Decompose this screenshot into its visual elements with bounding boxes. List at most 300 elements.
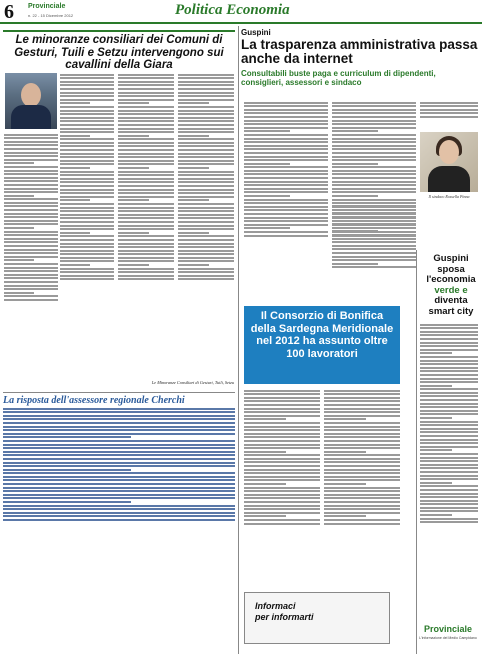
text-line — [332, 195, 378, 197]
text-line — [178, 225, 234, 227]
text-line — [118, 181, 174, 183]
text-line — [244, 109, 328, 111]
text-line — [60, 106, 114, 108]
mayor-photo — [420, 132, 478, 192]
text-line — [324, 429, 400, 431]
text-line — [420, 370, 478, 372]
text-line — [324, 397, 400, 399]
text-line — [244, 209, 328, 211]
text-line — [244, 177, 328, 179]
text-line — [118, 102, 149, 104]
text-line — [178, 203, 234, 205]
text-line — [118, 81, 174, 83]
masthead-logo: Provinciale — [28, 3, 66, 10]
text-line — [118, 131, 174, 133]
right-headline: La trasparenza amministrativa passa anche da internet — [241, 37, 478, 66]
text-line — [420, 457, 478, 459]
text-line — [4, 299, 58, 301]
text-line — [332, 120, 416, 122]
text-line — [244, 454, 320, 456]
text-line — [178, 246, 234, 248]
text-line — [244, 422, 320, 424]
text-line — [178, 217, 234, 219]
text-line — [324, 479, 400, 481]
text-line — [420, 116, 478, 118]
text-line — [324, 418, 366, 420]
text-line — [332, 177, 416, 179]
text-line — [244, 512, 320, 514]
text-line — [420, 406, 478, 408]
text-line — [118, 149, 174, 151]
text-line — [60, 167, 90, 169]
text-line — [118, 221, 174, 223]
text-line — [332, 259, 416, 261]
left-signature: Le Minoranze Consiliari di Gesturi, Tuili, Setzu — [151, 380, 234, 385]
text-line — [118, 250, 174, 252]
side-headline-line6: smart city — [428, 305, 474, 317]
text-line — [3, 433, 235, 435]
text-line — [3, 476, 235, 478]
text-line — [4, 216, 58, 218]
text-line — [420, 496, 478, 498]
text-line — [244, 408, 320, 410]
text-line — [324, 426, 400, 428]
text-line — [332, 256, 416, 258]
text-line — [4, 162, 34, 164]
text-line — [324, 476, 400, 478]
text-line — [178, 264, 209, 266]
text-line — [178, 110, 234, 112]
text-line — [420, 102, 478, 104]
text-line — [420, 109, 478, 111]
text-line — [4, 195, 34, 197]
text-line — [4, 281, 58, 283]
text-line — [332, 227, 416, 229]
text-line — [60, 214, 114, 216]
text-line — [420, 374, 478, 376]
text-line — [60, 264, 90, 266]
text-line — [178, 84, 234, 86]
text-line — [178, 207, 234, 209]
text-line — [324, 433, 400, 435]
text-line — [3, 458, 235, 460]
text-line — [178, 145, 234, 147]
text-line — [178, 120, 234, 122]
text-line — [4, 227, 34, 229]
right-body-col2b — [332, 200, 416, 300]
text-line — [244, 220, 328, 222]
text-line — [420, 338, 478, 340]
text-line — [178, 135, 209, 137]
text-line — [332, 166, 416, 168]
text-line — [420, 471, 478, 473]
text-line — [324, 469, 400, 471]
text-line — [118, 167, 149, 169]
text-line — [420, 467, 478, 469]
text-line — [60, 207, 114, 209]
text-line — [3, 501, 131, 503]
text-line — [60, 250, 114, 252]
text-line — [3, 408, 235, 410]
text-line — [118, 210, 174, 212]
text-line — [244, 188, 328, 190]
text-line — [178, 214, 234, 216]
text-line — [178, 178, 234, 180]
text-line — [118, 160, 174, 162]
photo-body — [428, 166, 470, 192]
text-line — [324, 393, 400, 395]
text-line — [178, 128, 234, 130]
text-line — [420, 442, 478, 444]
text-line — [118, 153, 174, 155]
text-line — [3, 490, 235, 492]
text-line — [118, 271, 174, 273]
text-line — [178, 74, 234, 76]
text-line — [60, 156, 114, 158]
text-line — [244, 102, 328, 104]
text-line — [118, 156, 174, 158]
text-line — [4, 144, 58, 146]
text-line — [178, 106, 234, 108]
text-line — [178, 196, 234, 198]
text-line — [60, 271, 114, 273]
text-line — [4, 234, 58, 236]
text-line — [324, 400, 400, 402]
text-line — [60, 210, 114, 212]
text-line — [244, 429, 320, 431]
text-line — [178, 271, 234, 273]
text-line — [4, 152, 58, 154]
text-line — [244, 173, 328, 175]
text-line — [332, 116, 416, 118]
text-line — [118, 178, 174, 180]
text-line — [420, 105, 478, 107]
side-body — [420, 322, 478, 618]
text-line — [420, 417, 452, 419]
text-line — [420, 363, 478, 365]
text-line — [332, 263, 378, 265]
side-headline-line3: l'economia — [426, 274, 476, 285]
text-line — [420, 395, 478, 397]
text-line — [3, 512, 235, 514]
text-line — [420, 435, 478, 437]
text-line — [244, 426, 320, 428]
text-line — [60, 138, 114, 140]
text-line — [118, 95, 174, 97]
text-line — [332, 127, 416, 129]
text-line — [4, 155, 58, 157]
text-line — [178, 92, 234, 94]
text-line — [244, 411, 320, 413]
text-line — [3, 515, 235, 517]
text-line — [60, 113, 114, 115]
text-line — [244, 515, 286, 517]
text-line — [60, 99, 114, 101]
text-line — [4, 184, 58, 186]
text-line — [4, 188, 58, 190]
text-line — [60, 135, 90, 137]
text-line — [332, 216, 416, 218]
text-line — [60, 278, 114, 280]
text-line — [60, 232, 90, 234]
text-line — [324, 472, 400, 474]
text-line — [420, 385, 452, 387]
text-line — [332, 145, 416, 147]
reply-body — [3, 406, 235, 576]
text-line — [324, 490, 400, 492]
text-line — [118, 174, 174, 176]
text-line — [118, 214, 174, 216]
text-line — [324, 411, 400, 413]
text-line — [60, 142, 114, 144]
text-line — [324, 404, 400, 406]
text-line — [244, 494, 320, 496]
text-line — [244, 523, 320, 525]
text-line — [420, 334, 478, 336]
text-line — [178, 239, 234, 241]
text-line — [3, 487, 235, 489]
text-line — [324, 515, 366, 517]
text-line — [3, 519, 235, 521]
text-line — [3, 483, 235, 485]
text-line — [244, 447, 320, 449]
text-line — [60, 74, 114, 76]
text-line — [4, 173, 58, 175]
text-line — [118, 163, 174, 165]
text-line — [324, 465, 400, 467]
text-line — [4, 263, 58, 265]
text-line — [178, 77, 234, 79]
text-line — [244, 433, 320, 435]
text-line — [244, 224, 328, 226]
text-line — [420, 388, 478, 390]
text-line — [420, 482, 452, 484]
text-line — [244, 390, 320, 392]
text-line — [420, 521, 478, 523]
text-line — [420, 446, 478, 448]
text-line — [3, 479, 235, 481]
text-line — [60, 88, 114, 90]
text-line — [420, 489, 478, 491]
text-line — [244, 105, 328, 107]
text-line — [420, 327, 478, 329]
text-line — [178, 185, 234, 187]
text-line — [3, 462, 235, 464]
text-line — [244, 508, 320, 510]
photo-face — [439, 140, 459, 164]
text-line — [3, 444, 235, 446]
text-line — [60, 253, 114, 255]
text-line — [60, 260, 114, 262]
text-line — [178, 171, 234, 173]
side-headline-line1: Guspini — [433, 253, 469, 264]
text-line — [118, 128, 174, 130]
text-line — [332, 241, 416, 243]
text-line — [324, 408, 400, 410]
text-line — [60, 246, 114, 248]
text-line — [244, 213, 328, 215]
text-line — [3, 494, 235, 496]
text-line — [3, 454, 235, 456]
text-line — [244, 497, 320, 499]
text-line — [332, 112, 416, 114]
text-line — [420, 378, 478, 380]
text-line — [118, 235, 174, 237]
text-line — [244, 231, 328, 233]
text-line — [4, 213, 58, 215]
text-line — [324, 415, 400, 417]
text-line — [324, 436, 400, 438]
text-line — [60, 225, 114, 227]
text-line — [324, 483, 366, 485]
text-line — [60, 171, 114, 173]
text-line — [60, 196, 114, 198]
text-line — [420, 342, 478, 344]
text-line — [324, 458, 400, 460]
text-line — [324, 494, 400, 496]
text-line — [244, 476, 320, 478]
text-line — [178, 181, 234, 183]
text-line — [3, 440, 235, 442]
text-line — [118, 185, 174, 187]
text-line — [420, 367, 478, 369]
text-line — [118, 138, 174, 140]
text-line — [118, 264, 149, 266]
text-line — [420, 503, 478, 505]
side-divider — [416, 250, 417, 654]
text-line — [118, 257, 174, 259]
text-line — [420, 349, 478, 351]
text-line — [420, 421, 478, 423]
text-line — [332, 130, 378, 132]
text-line — [178, 253, 234, 255]
footer-tagline: L'informazione del Medio Campidano — [419, 636, 477, 640]
text-line — [178, 124, 234, 126]
text-line — [4, 198, 58, 200]
text-line — [4, 267, 58, 269]
text-line — [324, 523, 400, 525]
text-line — [178, 260, 234, 262]
text-line — [244, 483, 286, 485]
text-line — [324, 390, 400, 392]
text-line — [244, 202, 328, 204]
text-line — [332, 188, 416, 190]
text-line — [420, 478, 478, 480]
text-line — [178, 113, 234, 115]
text-line — [244, 184, 328, 186]
text-line — [332, 245, 416, 247]
left-headline: Le minoranze consiliari dei Comuni di Gesturi, Tuili e Setzu intervengono sui cavallini della Giara — [3, 30, 235, 72]
section-title: Politica Economia — [175, 2, 290, 18]
text-line — [244, 163, 290, 165]
text-line — [3, 422, 235, 424]
text-line — [4, 259, 34, 261]
text-line — [332, 148, 416, 150]
info-box — [244, 592, 390, 644]
text-line — [4, 137, 58, 139]
text-line — [332, 252, 416, 254]
text-line — [178, 243, 234, 245]
text-line — [4, 231, 58, 233]
text-line — [118, 135, 149, 137]
text-line — [244, 148, 328, 150]
text-line — [60, 275, 114, 277]
text-line — [4, 141, 58, 143]
text-line — [178, 102, 209, 104]
text-line — [60, 95, 114, 97]
text-line — [420, 493, 478, 495]
text-line — [244, 112, 328, 114]
text-line — [244, 418, 286, 420]
text-line — [4, 166, 58, 168]
info-line1: Informaci — [255, 601, 296, 611]
text-line — [332, 156, 416, 158]
text-line — [420, 424, 478, 426]
text-line — [178, 232, 209, 234]
text-line — [60, 92, 114, 94]
text-line — [60, 235, 114, 237]
text-line — [60, 203, 114, 205]
text-line — [4, 159, 58, 161]
text-line — [4, 241, 58, 243]
text-line — [244, 159, 328, 161]
text-line — [118, 110, 174, 112]
text-line — [244, 404, 320, 406]
text-line — [420, 410, 478, 412]
text-line — [4, 277, 58, 279]
text-line — [178, 88, 234, 90]
text-line — [332, 202, 416, 204]
right-subhead: Consultabili buste paga e curriculum di dipendenti, consiglieri, assessori e sindaco — [241, 69, 436, 87]
text-line — [420, 449, 452, 451]
text-line — [420, 485, 478, 487]
text-line — [244, 444, 320, 446]
text-line — [4, 256, 58, 258]
column-divider — [238, 26, 239, 654]
text-line — [178, 131, 234, 133]
issue-label: n. 22 - 15 Dicembre 2012 — [28, 13, 74, 18]
text-line — [118, 171, 174, 173]
text-line — [3, 497, 235, 499]
text-line — [244, 451, 286, 453]
text-line — [332, 238, 416, 240]
text-line — [3, 447, 235, 449]
left-photo — [5, 73, 57, 129]
text-line — [244, 156, 328, 158]
text-line — [332, 230, 378, 232]
text-line — [420, 360, 478, 362]
text-line — [118, 84, 174, 86]
text-line — [332, 248, 416, 250]
text-line — [118, 228, 174, 230]
text-line — [118, 268, 174, 270]
text-line — [420, 431, 478, 433]
text-line — [4, 148, 58, 150]
right-body-col1 — [244, 100, 328, 300]
text-line — [60, 160, 114, 162]
box-body-col2 — [324, 388, 400, 588]
text-line — [4, 220, 58, 222]
text-line — [118, 192, 174, 194]
text-line — [4, 223, 58, 225]
text-line — [420, 460, 478, 462]
text-line — [60, 217, 114, 219]
photo-body — [11, 105, 51, 129]
text-line — [244, 397, 320, 399]
text-line — [60, 174, 114, 176]
text-line — [178, 99, 234, 101]
text-line — [4, 292, 34, 294]
